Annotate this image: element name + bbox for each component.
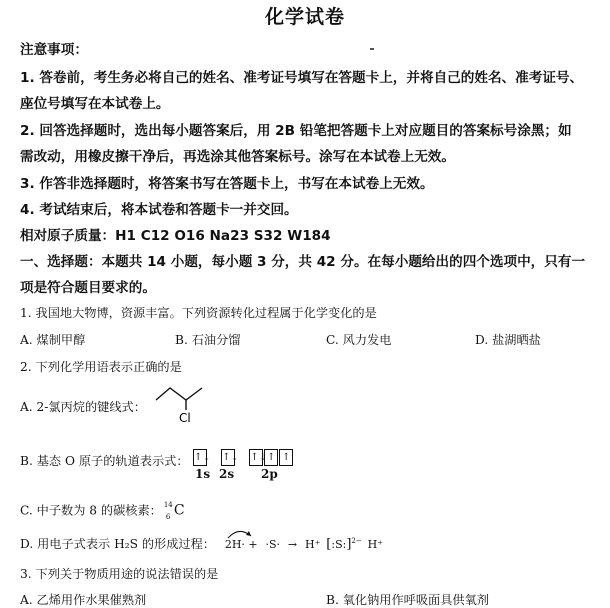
reaction-arrow-icon: →	[287, 538, 298, 551]
electron-transfer-arrow-icon	[225, 528, 255, 540]
element-symbol: C	[173, 502, 185, 519]
orbital-box: ↑	[264, 449, 278, 466]
cl-label: Cl	[179, 411, 191, 425]
atomic-mass-line: 相对原子质量：H1 C12 O16 Na23 S32 W184	[20, 228, 331, 244]
q1-option-c: C. 风力发电	[326, 333, 392, 347]
q1-stem: 1. 我国地大物博，资源丰富。下列资源转化过程属于化学变化的是	[20, 306, 377, 320]
q1-option-a: A. 煤制甲醇	[20, 333, 86, 347]
atomic-number: 6	[165, 513, 171, 521]
section1-heading-b: 项是符合题目要求的。	[20, 280, 156, 296]
note-item-3: 3. 作答非选择题时，将答案书写在答题卡上，书写在本试卷上无效。	[20, 176, 434, 192]
section1-heading-a: 一、选择题：本题共 14 小题，每小题 3 分，共 42 分。在每小题给出的四个选项中，只有一	[20, 254, 586, 270]
hydrogen-ion-2: H⁺	[367, 538, 384, 551]
page-title: 化学试卷	[264, 6, 345, 28]
scan-mark	[370, 48, 374, 50]
orbital-label-2p: 2p	[261, 467, 278, 481]
orbital-box: ↑↓	[193, 449, 207, 466]
q1-option-d: D. 盐湖晒盐	[475, 333, 541, 347]
orbital-label-2s: 2s	[219, 467, 235, 481]
note-item-1a: 1. 答卷前，考生务必将自己的姓名、准考证号填写在答题卡上，并将自己的姓名、准考证号、	[20, 70, 584, 86]
notes-heading: 注意事项：	[20, 42, 88, 58]
q2-option-c	[20, 501, 185, 521]
q2-option-d	[20, 535, 383, 552]
sulfur-atom: ·S·	[265, 538, 281, 551]
orbital-label-1s: 1s	[195, 467, 211, 481]
mass-number: 14	[163, 501, 173, 509]
formation-left: 2H· +	[224, 538, 258, 551]
q2-option-d-text: D. 用电子式表示 H₂S 的形成过程：	[20, 537, 215, 551]
q2-option-a: A. 2-氯丙烷的键线式：	[20, 400, 146, 414]
carbon-isotope	[162, 501, 174, 521]
orbital-diagram	[193, 446, 302, 466]
orbital-box: ↑↓	[249, 449, 263, 466]
q2-option-c-text: C. 中子数为 8 的碳核素：	[20, 503, 162, 518]
q2-stem: 2. 下列化学用语表示正确的是	[20, 360, 182, 374]
orbital-box: ↑↓	[221, 449, 235, 466]
hydrogen-ion-1: H⁺	[305, 538, 321, 551]
note-item-1b: 座位号填写在本试卷上。	[20, 96, 170, 112]
note-item-2a: 2. 回答选择题时，选出每小题答案后，用 2B 铅笔把答题卡上对应题目的答案标号涂黑；如	[20, 123, 572, 139]
q3-option-b: B. 氧化钠用作呼吸面具供氧剂	[326, 593, 489, 607]
orbital-2s	[221, 447, 239, 466]
note-item-4: 4. 考试结束后，将本试卷和答题卡一并交回。	[20, 202, 298, 218]
note-item-2b: 需改动，用橡皮擦干净后，再选涂其他答案标号。涂写在本试卷上无效。	[20, 149, 455, 165]
sulfide-ion: :S:	[331, 538, 347, 551]
q3-stem: 3. 下列关于物质用途的说法错误的是	[20, 567, 219, 581]
bracket-right-icon: ]	[346, 537, 352, 552]
ion-charge: 2−	[351, 536, 362, 545]
q2-option-b: B. 基态 O 原子的轨道表示式：	[20, 454, 189, 468]
orbital-2p	[249, 447, 294, 466]
q1-option-b: B. 石油分馏	[175, 333, 241, 347]
orbital-1s	[193, 447, 211, 466]
q3-option-a: A. 乙烯用作水果催熟剂	[20, 593, 147, 607]
chloropropane-skeletal-icon	[152, 380, 212, 426]
bracket-left-icon: [	[326, 537, 332, 552]
orbital-box: ↑	[279, 449, 293, 466]
